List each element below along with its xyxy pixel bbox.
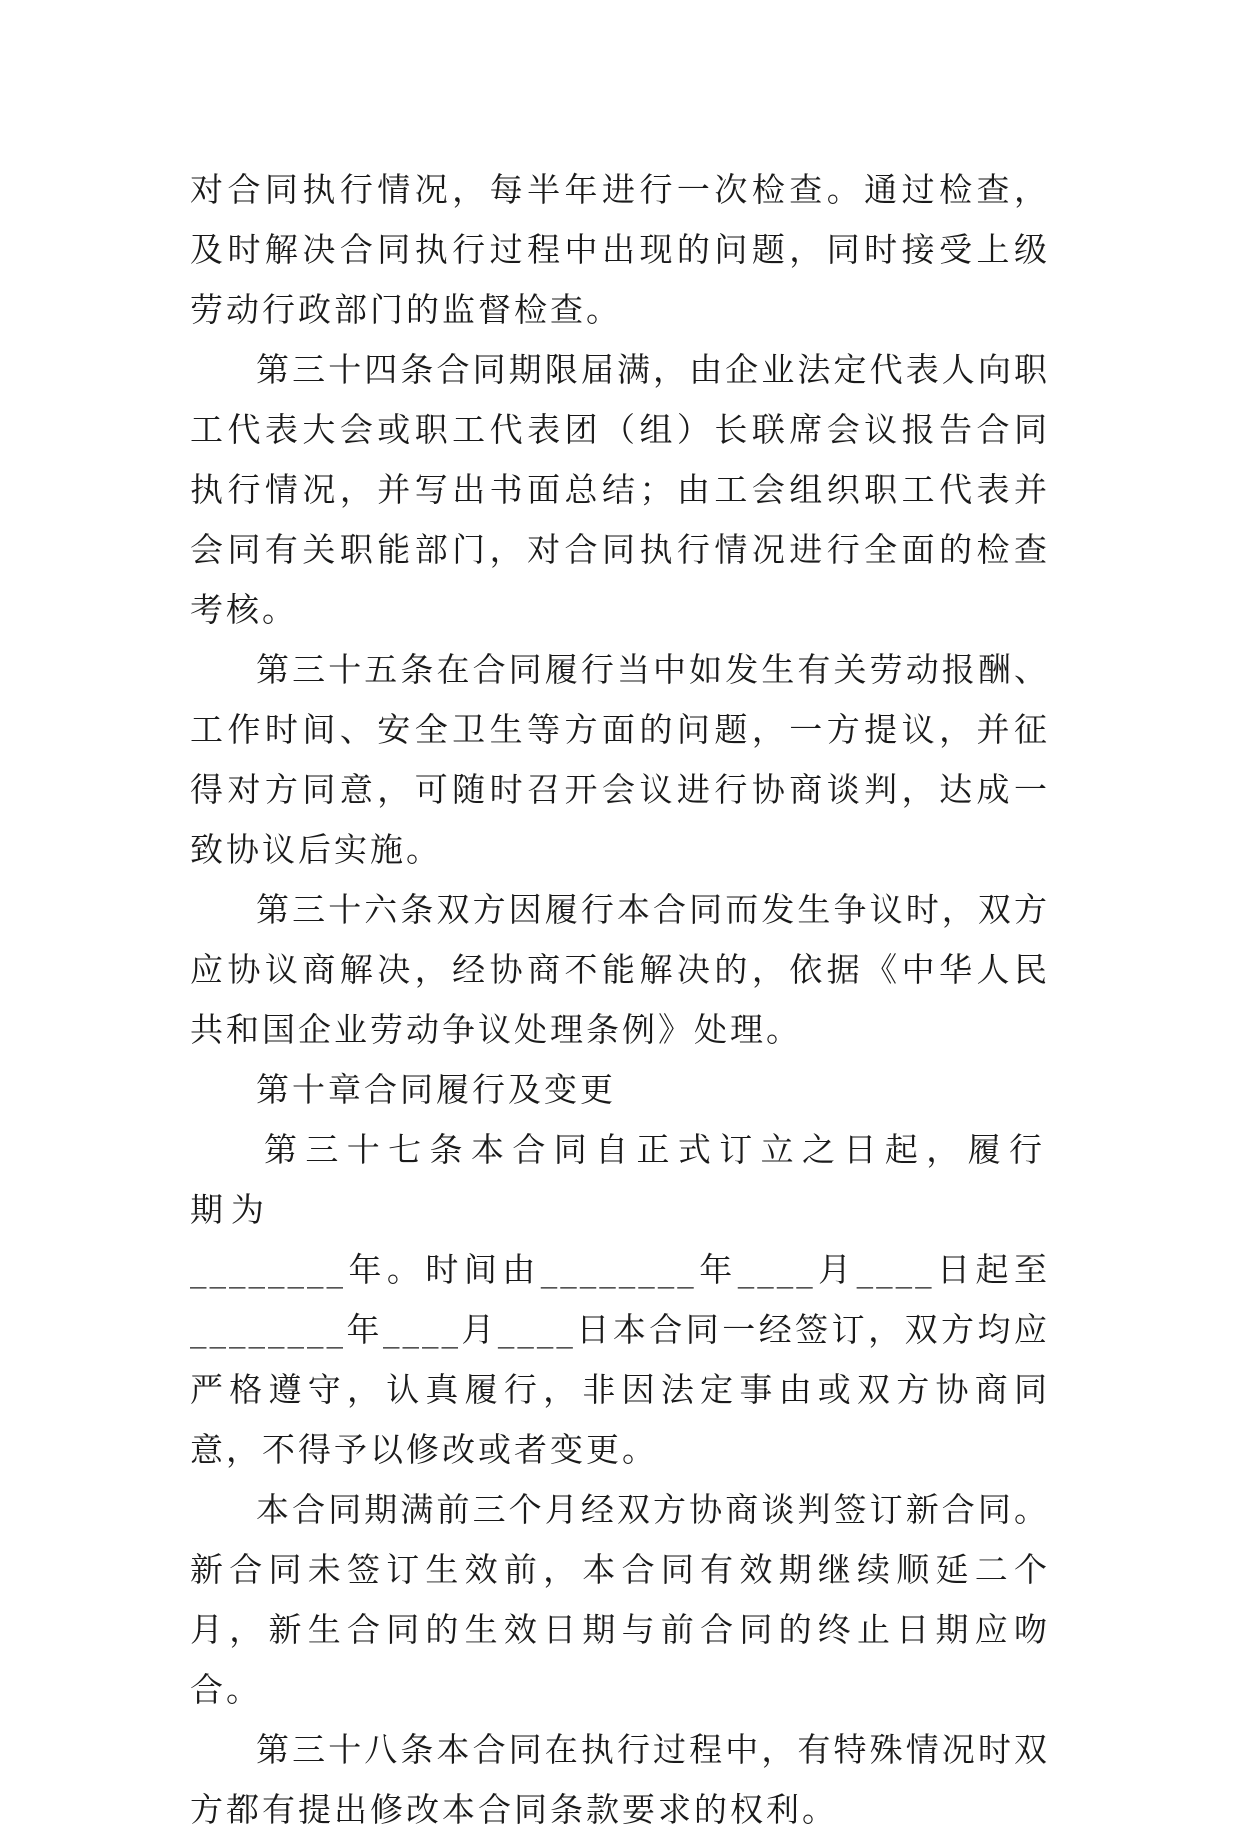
- article-38: 第三十八条本合同在执行过程中，有特殊情况时双方都有提出修改本合同条款要求的权利。: [190, 1730, 1050, 1829]
- article-36: 第三十六条双方因履行本合同而发生争议时，双方应协议商解决，经协商不能解决的，依据《中华人民共和国企业劳动争议处理条例》处理。: [190, 890, 1050, 1049]
- article-37-intro: 第三十七条本合同自正式订立之日起，履行期为: [190, 1130, 1050, 1229]
- article-37-body: ________年。时间由________年____月____日起至________年____月____日本合同一经签订，双方均应严格遵守，认真履行，非因法定事由或双方协商同意，不得予以修改或者变更。: [190, 1250, 1050, 1469]
- paragraph-renewal: 本合同期满前三个月经双方协商谈判签订新合同。新合同未签订生效前，本合同有效期继续顺延二个月，新生合同的生效日期与前合同的终止日期应吻合。: [190, 1490, 1050, 1709]
- article-35: 第三十五条在合同履行当中如发生有关劳动报酬、工作时间、安全卫生等方面的问题，一方提议，并征得对方同意，可随时召开会议进行协商谈判，达成一致协议后实施。: [190, 650, 1050, 869]
- document-body: [190, 160, 1050, 1840]
- paragraph-inspection: 对合同执行情况，每半年进行一次检查。通过检查，及时解决合同执行过程中出现的问题，同时接受上级劳动行政部门的监督检查。: [190, 170, 1050, 329]
- chapter-10-heading: 第十章合同履行及变更: [256, 1070, 616, 1109]
- article-34: 第三十四条合同期限届满，由企业法定代表人向职工代表大会或职工代表团（组）长联席会议报告合同执行情况，并写出书面总结；由工会组织职工代表并会同有关职能部门，对合同执行情况进行全面的检查考核。: [190, 350, 1050, 629]
